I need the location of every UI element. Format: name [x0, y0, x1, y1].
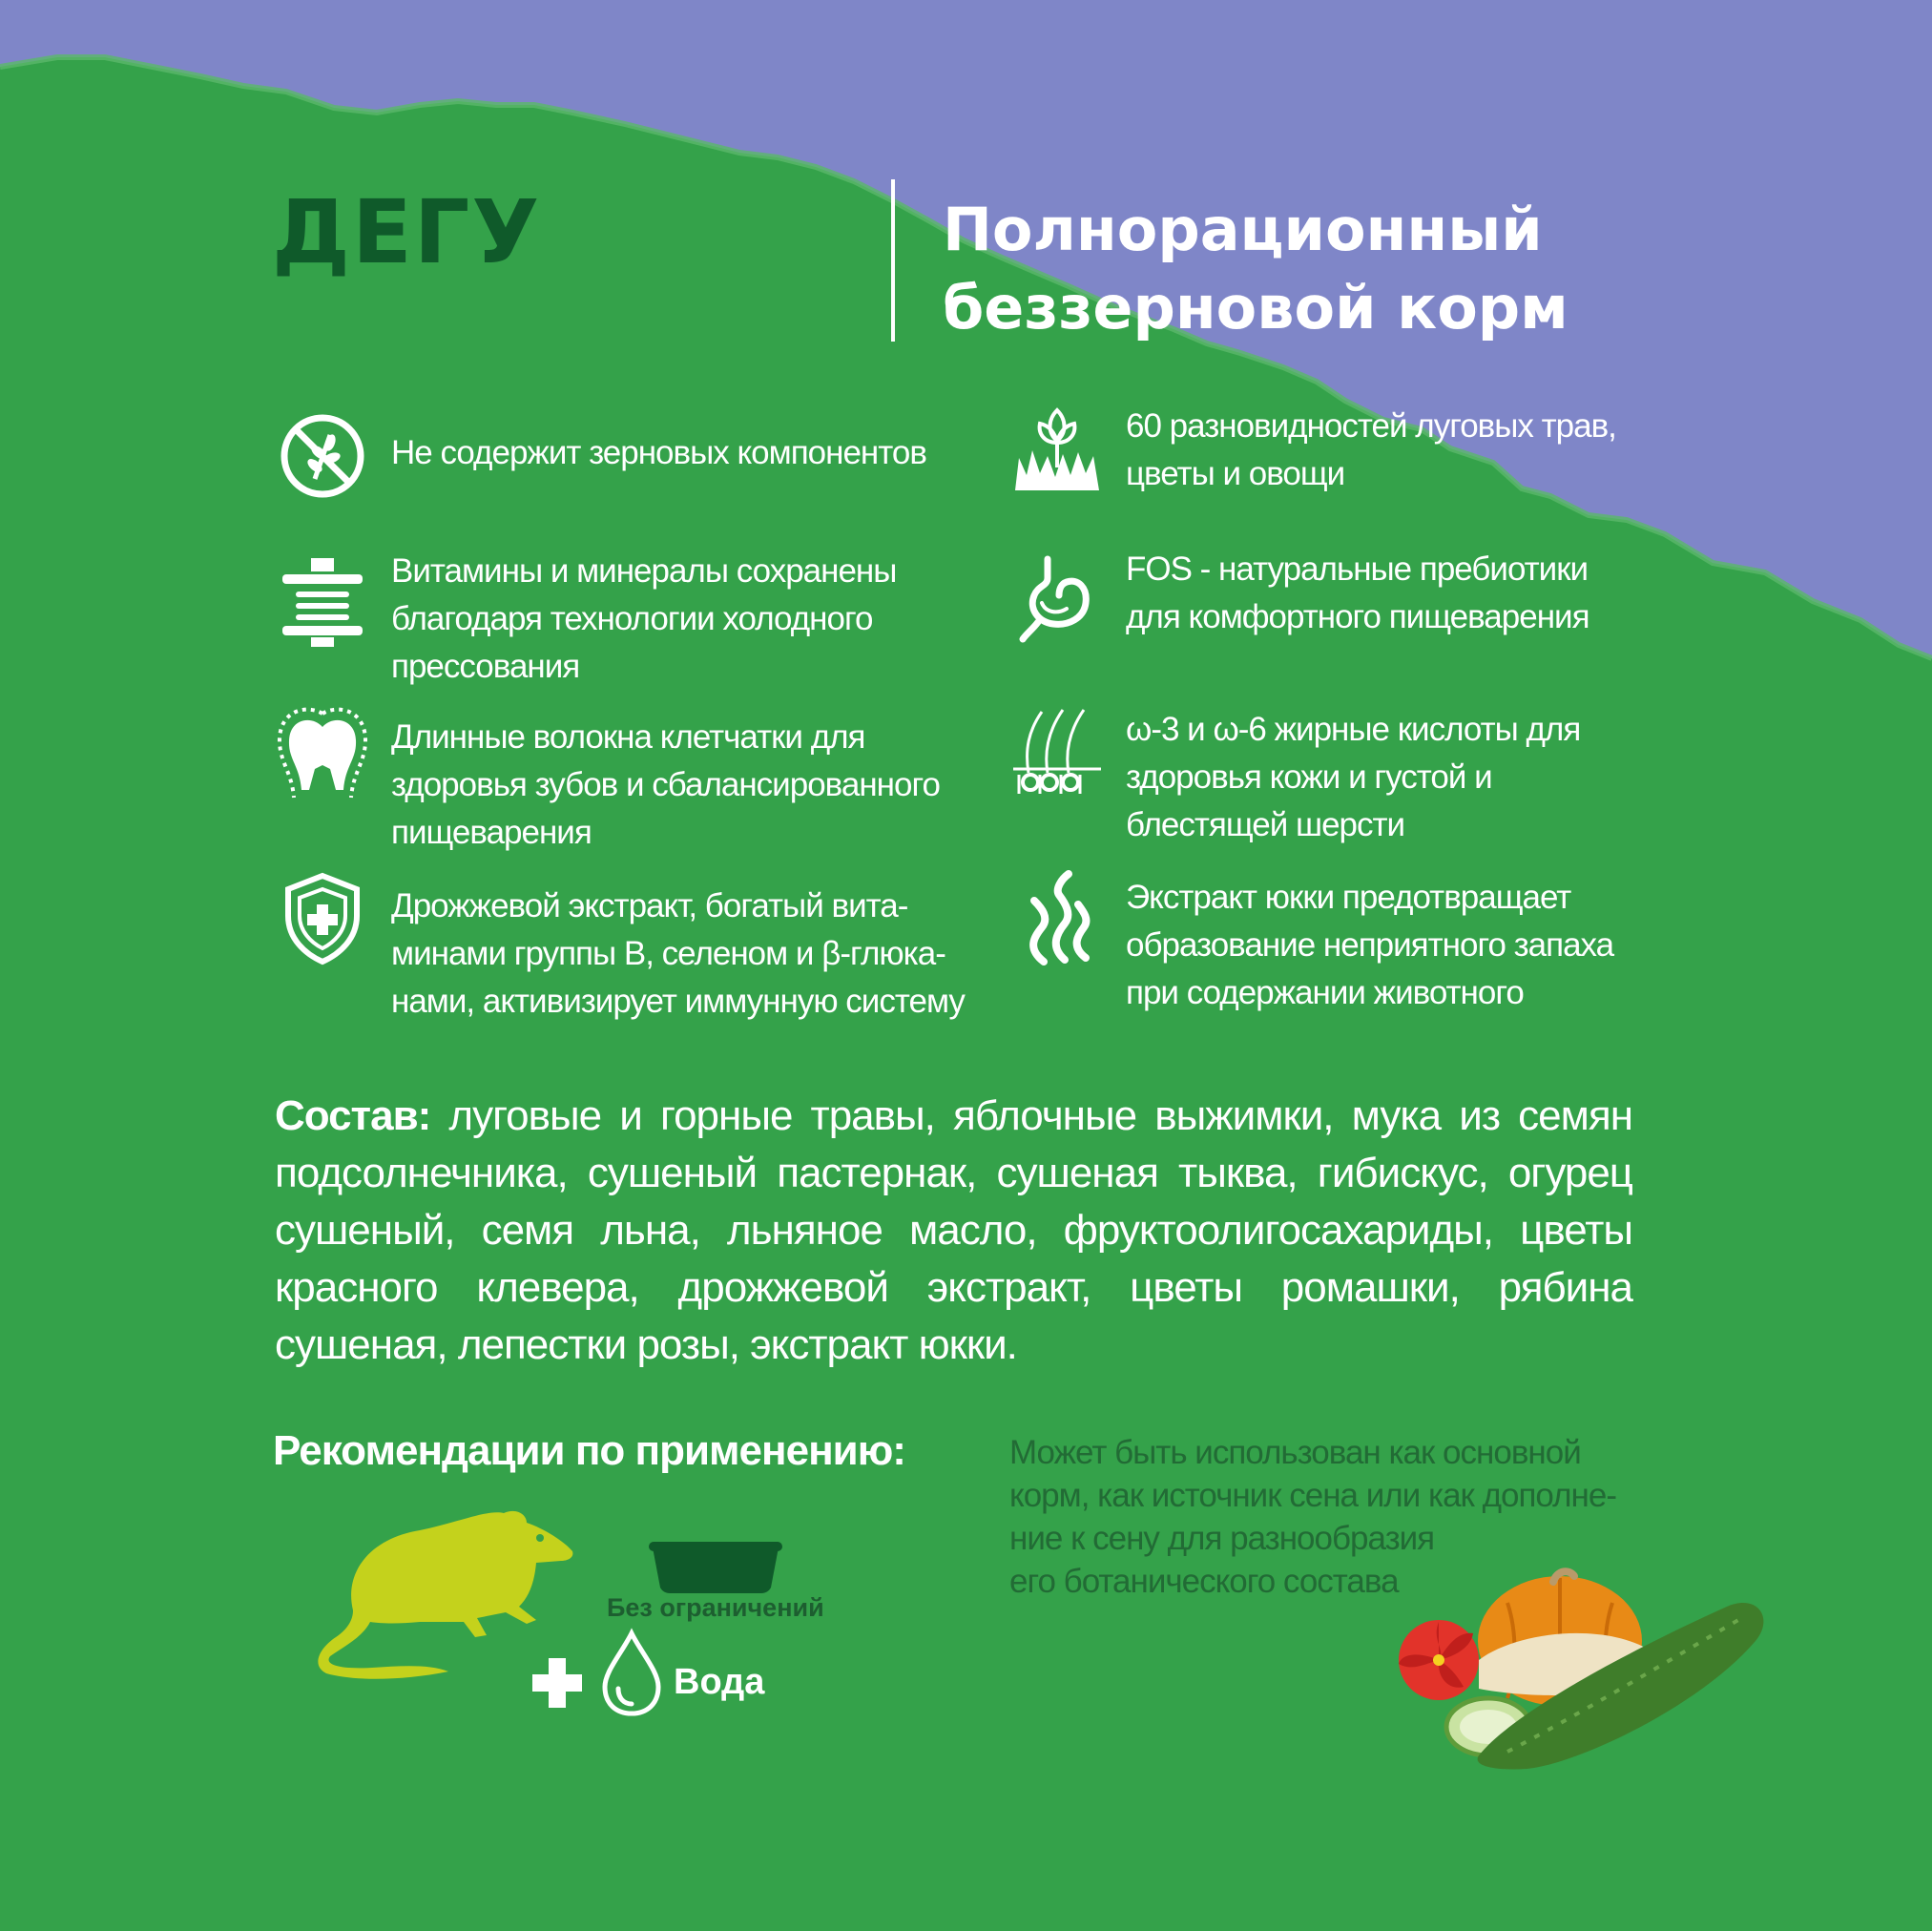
usage-note-line: его ботанического состава	[1009, 1563, 1399, 1600]
feature-yucca	[1009, 870, 1105, 970]
feature-line: образование неприятного запаха	[1126, 926, 1614, 964]
brand-title: ДЕГУ	[272, 181, 542, 283]
composition-text: луговые и горные травы, яблочные выжимки, мука из семян подсолнечника, сушеный пастернак, сушеная тыква, гибискус, огурец сушеный, семя льна, льняное масло, фруктоолигосахариды, цветы красного клевера, дрожжевой экстракт, цветы ромашки, рябина сушеная, лепестки розы, экстракт юкки.	[275, 1092, 1632, 1368]
feature-line: FOS - натуральные пребиотики	[1126, 550, 1589, 588]
feature-line: здоровья кожи и густой и	[1126, 758, 1492, 796]
feature-line: для комфортного пищеварения	[1126, 598, 1589, 635]
feature-text-immune	[391, 882, 983, 1026]
feature-line: Экстракт юкки предотвращает	[1126, 879, 1571, 916]
feature-tooth	[275, 706, 370, 806]
feature-line: благодаря технологии холодного	[391, 600, 873, 637]
usage-note-line: ние к сену для разнообразия	[1009, 1520, 1435, 1557]
feature-no-grain	[275, 408, 370, 509]
feature-cold-press	[275, 553, 370, 654]
feature-line: здоровья зубов и сбалансированного	[391, 766, 940, 803]
feature-text-cold-press	[391, 548, 983, 691]
feature-text-omega	[1126, 706, 1660, 849]
food-bowl-icon	[649, 1536, 782, 1595]
headline-line-1: Полнорационный	[943, 195, 1543, 264]
feature-immune	[275, 870, 370, 970]
feature-line: Длинные волокна клетчатки для	[391, 718, 865, 756]
plus-icon	[530, 1656, 584, 1710]
shield-plus-icon	[275, 870, 370, 966]
feature-text-meadow-herbs	[1126, 403, 1660, 498]
water-drop-icon	[597, 1628, 666, 1719]
feature-prebiotics	[1009, 553, 1105, 654]
odor-waves-icon	[1009, 870, 1105, 966]
usage-title: Рекомендации по применению:	[273, 1427, 905, 1474]
feature-line: Витамины и минералы сохранены	[391, 552, 897, 590]
feature-omega	[1009, 702, 1105, 802]
feature-line: прессования	[391, 648, 580, 685]
usage-note-line: корм, как источник сена или как дополне-	[1009, 1477, 1616, 1514]
feature-line: пищеварения	[391, 814, 592, 851]
composition-label: Состав:	[275, 1092, 431, 1139]
headline	[943, 191, 1568, 347]
composition	[275, 1088, 1632, 1374]
feature-line: минами группы В, селеном и β-глюка-	[391, 935, 945, 972]
feature-line: 60 разновидностей луговых трав,	[1126, 407, 1616, 445]
feature-text-yucca	[1126, 874, 1660, 1017]
header-divider	[891, 179, 895, 342]
feature-text-prebiotics	[1126, 546, 1660, 641]
no-grain-icon	[275, 408, 370, 504]
feature-line: Дрожжевой экстракт, богатый вита-	[391, 887, 908, 924]
feature-line: ω-3 и ω-6 жирные кислоты для	[1126, 711, 1581, 748]
feature-line: Не содержит зерновых компонентов	[391, 434, 926, 471]
stomach-icon	[1009, 553, 1105, 649]
feature-text-no-grain	[391, 429, 973, 477]
feature-line: нами, активизирует иммунную систему	[391, 983, 965, 1020]
cold-press-icon	[275, 553, 370, 649]
feature-meadow-herbs	[1009, 401, 1105, 501]
feature-line: блестящей шерсти	[1126, 806, 1405, 843]
meadow-herbs-icon	[1009, 401, 1105, 496]
headline-line-2: беззерновой корм	[943, 273, 1568, 343]
tooth-icon	[275, 706, 370, 801]
usage-note-line: Может быть использован как основной	[1009, 1434, 1581, 1471]
feature-line: цветы и овощи	[1126, 455, 1345, 492]
water-label: Вода	[674, 1662, 765, 1702]
vegetables-illustration	[1364, 1565, 1765, 1775]
hair-follicle-icon	[1009, 702, 1105, 798]
feature-text-tooth	[391, 714, 983, 857]
feature-line: при содержании животного	[1126, 974, 1524, 1011]
bowl-label: Без ограничений	[607, 1593, 824, 1622]
